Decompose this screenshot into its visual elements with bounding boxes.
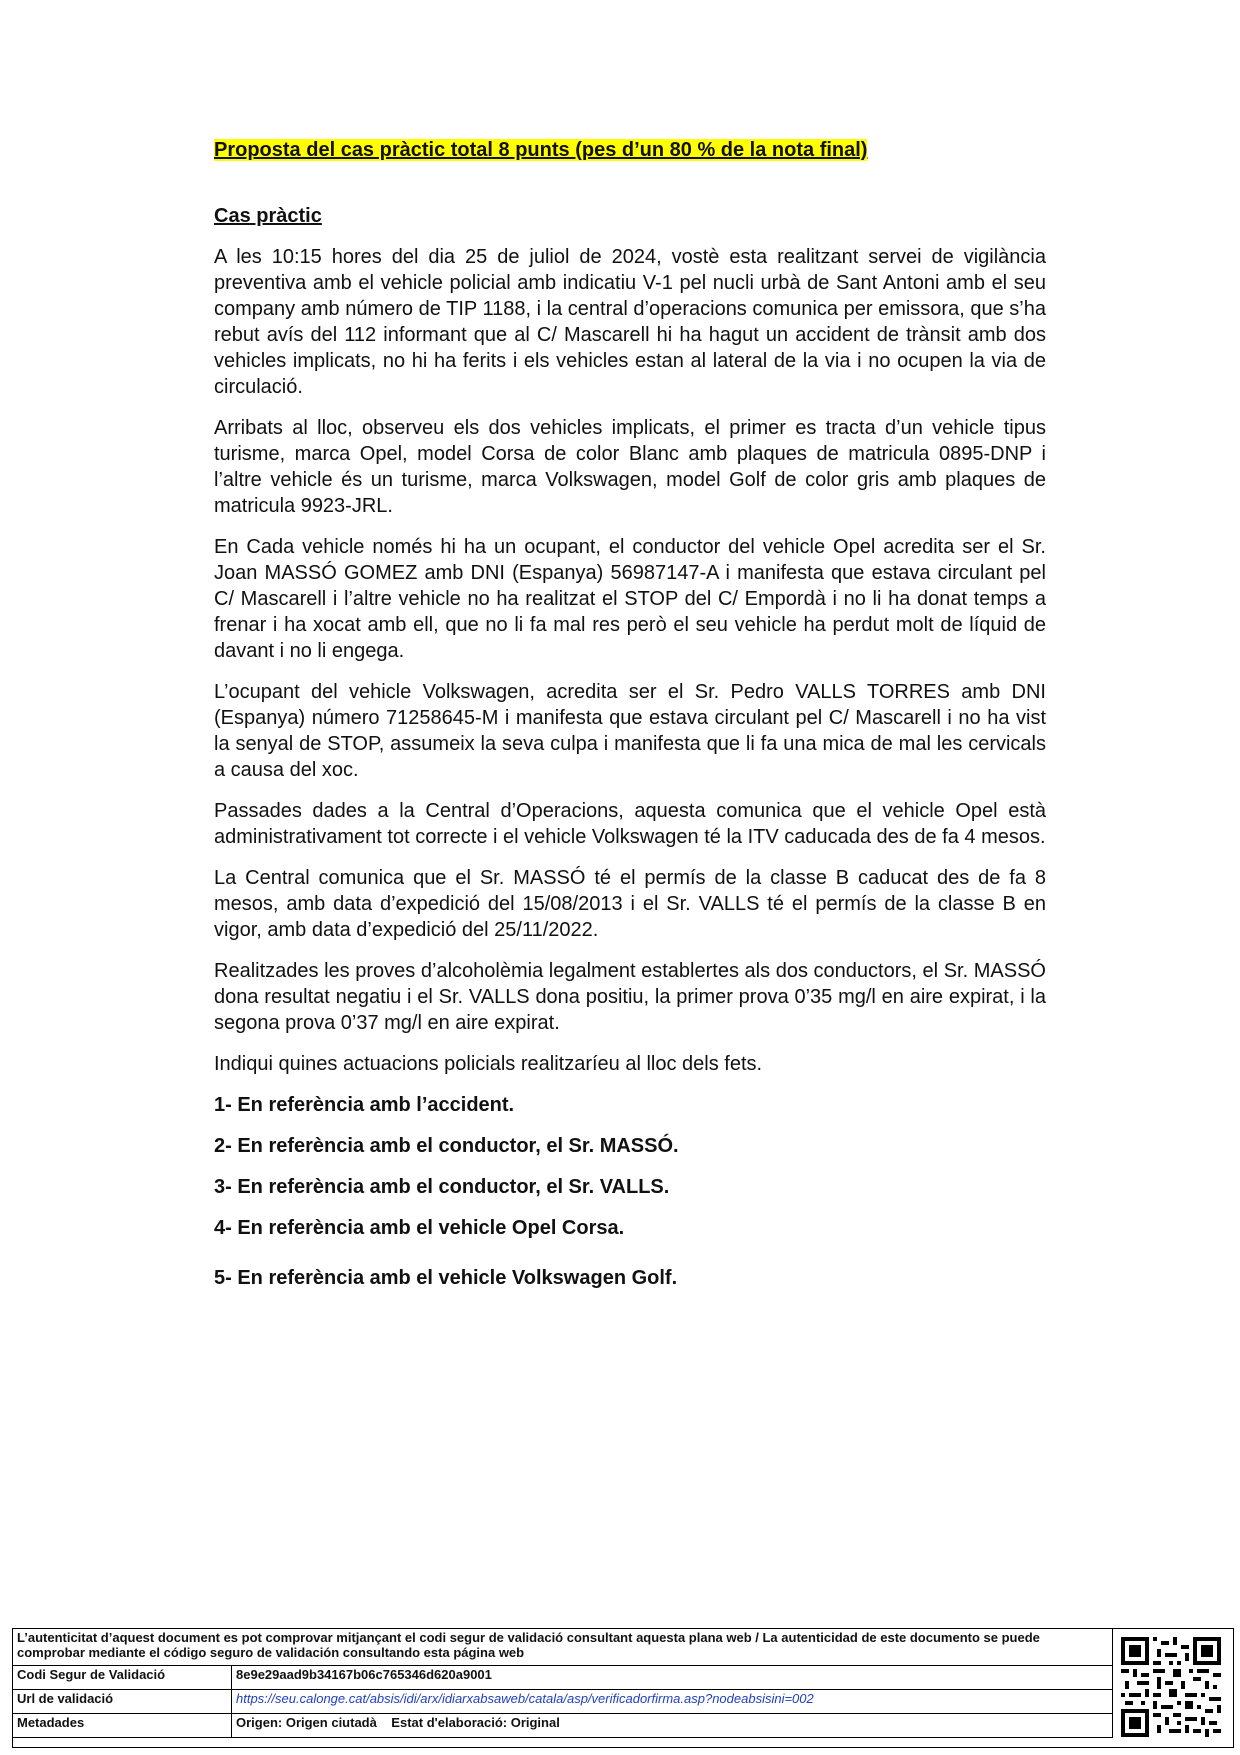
paragraph: A les 10:15 hores del dia 25 de juliol de 2024, vostè esta realitzant servei de vigilància preventiva amb el vehicle policial amb indicatiu V-1 pel nucli urbà de Sant Antoni amb el seu company amb número de TIP 1188, i la central d’operacions comunica per emissora, que s’ha rebut avís del 112 informant que al C/ Mascarell hi ha hagut un accident de trànsit amb dos vehicles implicats, no hi ha ferits i els vehicles estan al lateral de la via i no ocupen la via de circulació. xyxy=(214,246,1046,398)
validation-url-link[interactable]: https://seu.calonge.cat/absis/idi/arx/idiarxabsaweb/catala/asp/verificadorfirma.asp?nodeabsisini=002 xyxy=(232,1690,1113,1714)
url-label: Url de validació xyxy=(13,1690,232,1714)
question-item: 5- En referència amb el vehicle Volkswagen Golf. xyxy=(214,1267,678,1289)
question-item: 4- En referència amb el vehicle Opel Corsa. xyxy=(214,1217,625,1239)
metadata-label: Metadades xyxy=(13,1714,232,1738)
paragraph: La Central comunica que el Sr. MASSÓ té el permís de la classe B caducat des de fa 8 mesos, amb data d’expedició del 15/08/2013 i el Sr. VALLS té el permís de la classe B en vigor, amb data d’expedició del 25/11/2022. xyxy=(214,867,1046,941)
paragraph: Arribats al lloc, observeu els dos vehicles implicats, el primer es tracta d’un vehicle tipus turisme, marca Opel, model Corsa de color Blanc amb plaques de matricula 0895-DNP i l’altre vehicle és un turisme, marca Volkswagen, model Golf de color gris amb plaques de matricula 9923-JRL. xyxy=(214,417,1046,517)
paragraph: En Cada vehicle només hi ha un ocupant, el conductor del vehicle Opel acredita ser el Sr. Joan MASSÓ GOMEZ amb DNI (Espanya) 56987147-A i manifesta que estava circulant pel C/ Mascarell i l’altre vehicle no ha realitzat el STOP del C/ Empordà i no li ha donat temps a frenar i ha xocat amb ell, que no li fa mal res però el seu vehicle ha perdut molt de líquid de davant i no li engega. xyxy=(214,536,1046,662)
paragraph: Passades dades a la Central d’Operacions, aquesta comunica que el vehicle Opel està administrativament tot correcte i el vehicle Volkswagen té la ITV caducada des de fa 4 mesos. xyxy=(214,800,1046,848)
authenticity-notice: L’autenticitat d’aquest document es pot comprovar mitjançant el codi segur de validació consultant aquesta plana web / La autenticidad de este documento se puede comprobar mediante el código seguro de validación consultando esta página web xyxy=(13,1629,1113,1666)
case-body xyxy=(214,244,1046,1306)
paragraph: Realitzades les proves d’alcoholèmia legalment establertes als dos conductors, el Sr. MASSÓ dona resultat negatiu i el Sr. VALLS dona positiu, la primer prova 0’35 mg/l en aire expirat, i la segona prova 0’37 mg/l en aire expirat. xyxy=(214,960,1046,1034)
question-item: 1- En referència amb l’accident. xyxy=(214,1094,515,1116)
metadata-value: Origen: Origen ciutadà Estat d'elaboració: Original xyxy=(232,1714,1113,1738)
validation-footer xyxy=(12,1628,1234,1748)
paragraph: L’ocupant del vehicle Volkswagen, acredita ser el Sr. Pedro VALLS TORRES amb DNI (Espanya) número 71258645-M i manifesta que estava circulant pel C/ Mascarell i no ha vist la senyal de STOP, assumeix la seva culpa i manifesta que li fa una mica de mal les cervicals a causa del xoc. xyxy=(214,681,1046,781)
document-heading: Proposta del cas pràctic total 8 punts (pes d’un 80 % de la nota final) xyxy=(214,139,868,161)
csv-label: Codi Segur de Validació xyxy=(13,1666,232,1690)
heading-container xyxy=(214,138,867,162)
question-item: 2- En referència amb el conductor, el Sr. MASSÓ. xyxy=(214,1135,679,1157)
paragraph: Indiqui quines actuacions policials realitzaríeu al lloc dels fets. xyxy=(214,1053,763,1075)
csv-value: 8e9e29aad9b34167b06c765346d620a9001 xyxy=(232,1666,1113,1690)
question-item: 3- En referència amb el conductor, el Sr. VALLS. xyxy=(214,1176,670,1198)
validation-table xyxy=(13,1629,1113,1738)
qr-code-icon xyxy=(1121,1637,1221,1737)
case-subheading: Cas pràctic xyxy=(214,205,322,227)
